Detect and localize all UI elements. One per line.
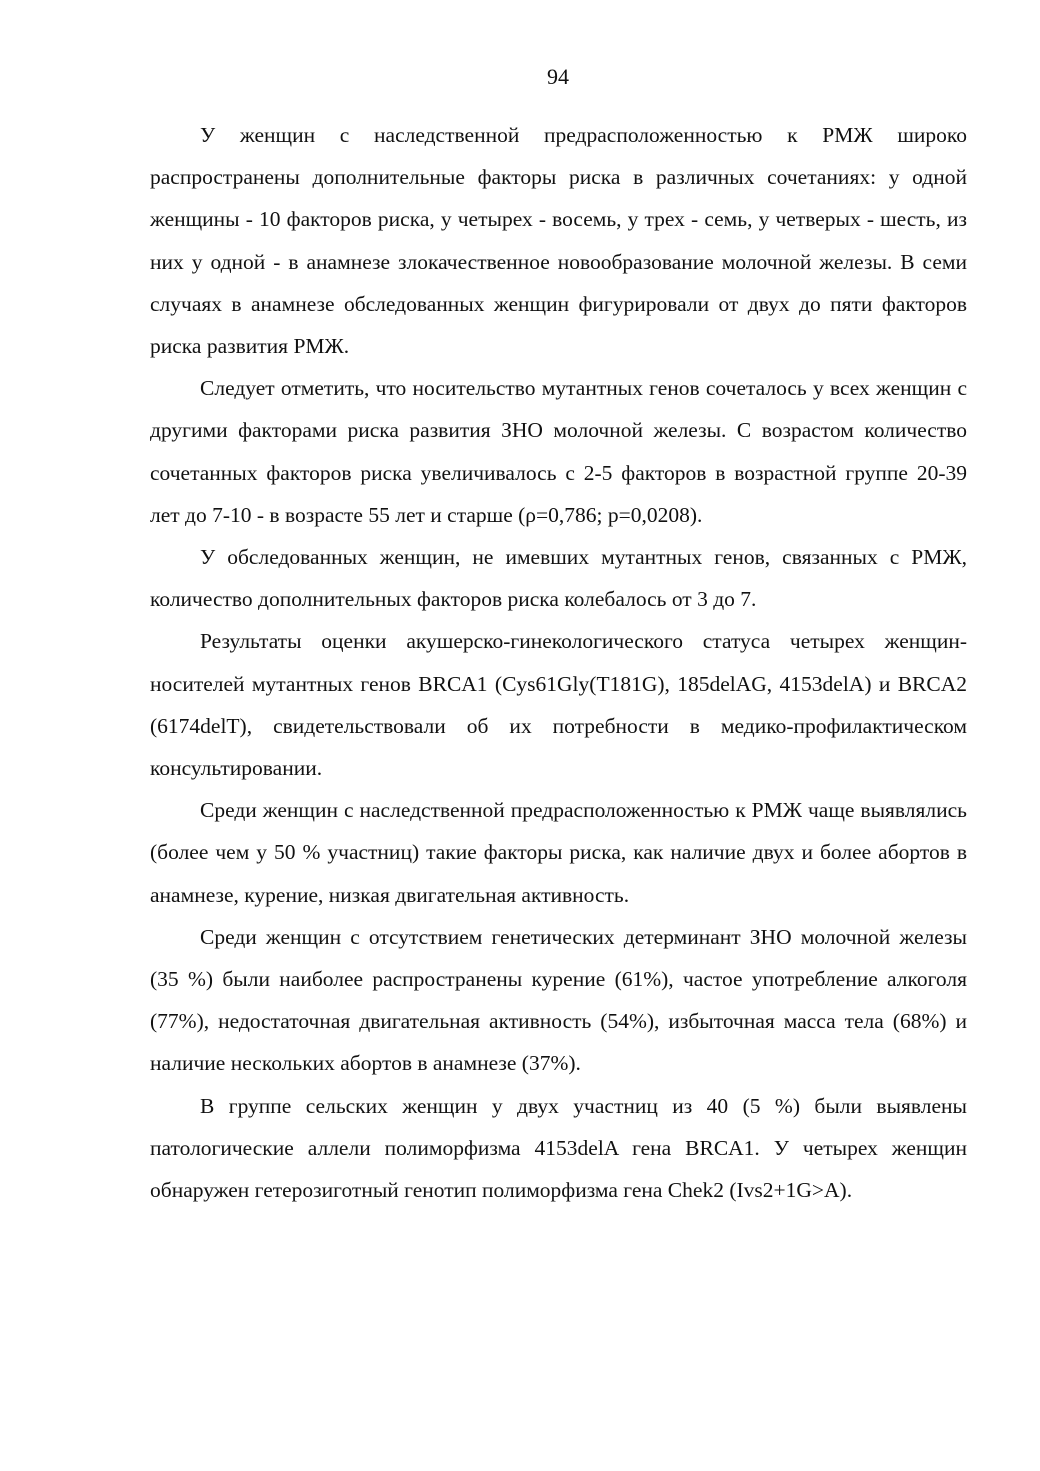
page-number: 94: [547, 64, 569, 89]
paragraph-no-genetic-determinants: Среди женщин с отсутствием генетических детерминант ЗНО молочной железы (35 %) были наиболее распространены курение (61%), частое употребление алкоголя (77%), недостаточная двигательная активность (54%), избыточная масса тела (68%) и наличие нескольких абортов в анамнезе (37%).: [150, 924, 967, 1076]
paragraph-rural-women: В группе сельских женщин у двух участниц из 40 (5 %) были выявлены патологические аллели полиморфизма 4153delA гена BRCA1. У четырех женщин обнаружен гетерозиготный генотип полиморфизма гена Chek2 (Ivs2+1G>A).: [150, 1093, 967, 1203]
body-text: [150, 114, 967, 1211]
paragraph-frequent-risk-factors: Среди женщин с наследственной предрасположенностью к РМЖ чаще выявлялись (более чем у 50 % участниц) такие факторы риска, как наличие двух и более абортов в анамнезе, курение, низкая двигательная активность.: [150, 798, 967, 907]
paragraph-hereditary-risk-factors: У женщин с наследственной предрасположенностью к РМЖ широко распространены дополнительные факторы риска в различных сочетаниях: у одной женщины - 10 факторов риска, у четырех - восемь, у трех - семь, у четверых - шесть, из них у одной - в анамнезе злокачественное новообразование молочной железы. В семи случаях в анамнезе обследованных женщин фигурировали от двух до пяти факторов риска развития РМЖ.: [150, 123, 967, 359]
paragraph-mutant-gene-carriers: Следует отметить, что носительство мутантных генов сочеталось у всех женщин с другими факторами риска развития ЗНО молочной железы. С возрастом количество сочетанных факторов риска увеличивалось с 2-5 факторов в возрастной группе 20-39 лет до 7-10 - в возрасте 55 лет и старше (ρ=0,786; p=0,0208).: [150, 376, 967, 527]
paragraph-gynecological-status: Результаты оценки акушерско-гинекологического статуса четырех женщин-носителей мутантных генов BRCA1 (Cys61Gly(T181G), 185delAG, 4153delA) и BRCA2 (6174delT), свидетельствовали об их потребности в медико-профилактическом консультировании.: [150, 629, 967, 781]
paragraph-non-carriers: У обследованных женщин, не имевших мутантных генов, связанных с РМЖ, количество дополнительных факторов риска колебалось от 3 до 7.: [150, 545, 967, 612]
